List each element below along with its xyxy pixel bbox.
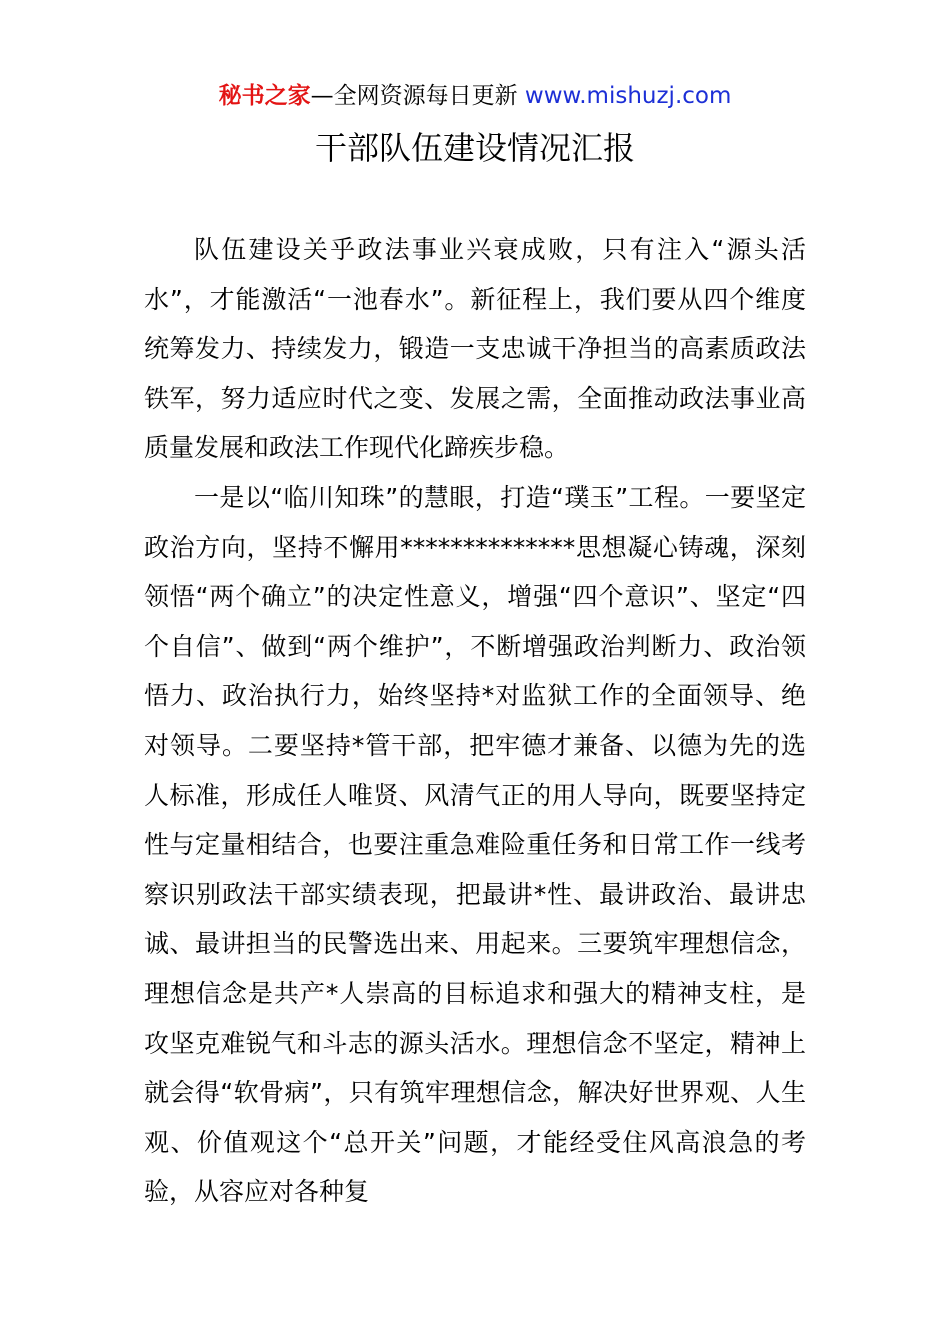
document-title: 干部队伍建设情况汇报 <box>314 129 635 167</box>
site-header <box>0 80 950 112</box>
site-url-link[interactable]: www.mishuzj.com <box>524 83 732 109</box>
paragraph: 队伍建设关乎政法事业兴衰成败，只有注入“源头活水”，才能激活“一池春水”。新征程上，我们要从四个维度统筹发力、持续发力，锻造一支忠诚干净担当的高素质政法铁军，努力适应时代之变、发展之需，全面推动政法事业高质量发展和政法工作现代化蹄疾步稳。 <box>144 235 806 463</box>
paragraph: 一是以“临川知珠”的慧眼，打造“璞玉”工程。一要坚定政治方向，坚持不懈用**************思想凝心铸魂，深刻领悟“两个确立”的决定性意义，增强“四个意识”、坚定“四个自信”、做到“两个维护”，不断增强政治判断力、政治领悟力、政治执行力，始终坚持*对监狱工作的全面领导、绝对领导。二要坚持*管干部，把牢德才兼备、以德为先的选人标准，形成任人唯贤、风清气正的用人导向，既要坚持定性与定量相结合，也要注重急难险重任务和日常工作一线考察识别政法干部实绩表现，把最讲*性、最讲政治、最讲忠诚、最讲担当的民警选出来、用起来。三要筑牢理想信念，理想信念是共产*人崇高的目标追求和强大的精神支柱，是攻坚克难锐气和斗志的源头活水。理想信念不坚定，精神上就会得“软骨病”，只有筑牢理想信念，解决好世界观、人生观、价值观这个“总开关”问题，才能经受住风高浪急的考验，从容应对各种复 <box>144 482 806 1207</box>
header-tagline: —全网资源每日更新 <box>310 83 525 109</box>
brand-name: 秘书之家 <box>218 83 311 109</box>
document-body <box>144 225 806 1217</box>
